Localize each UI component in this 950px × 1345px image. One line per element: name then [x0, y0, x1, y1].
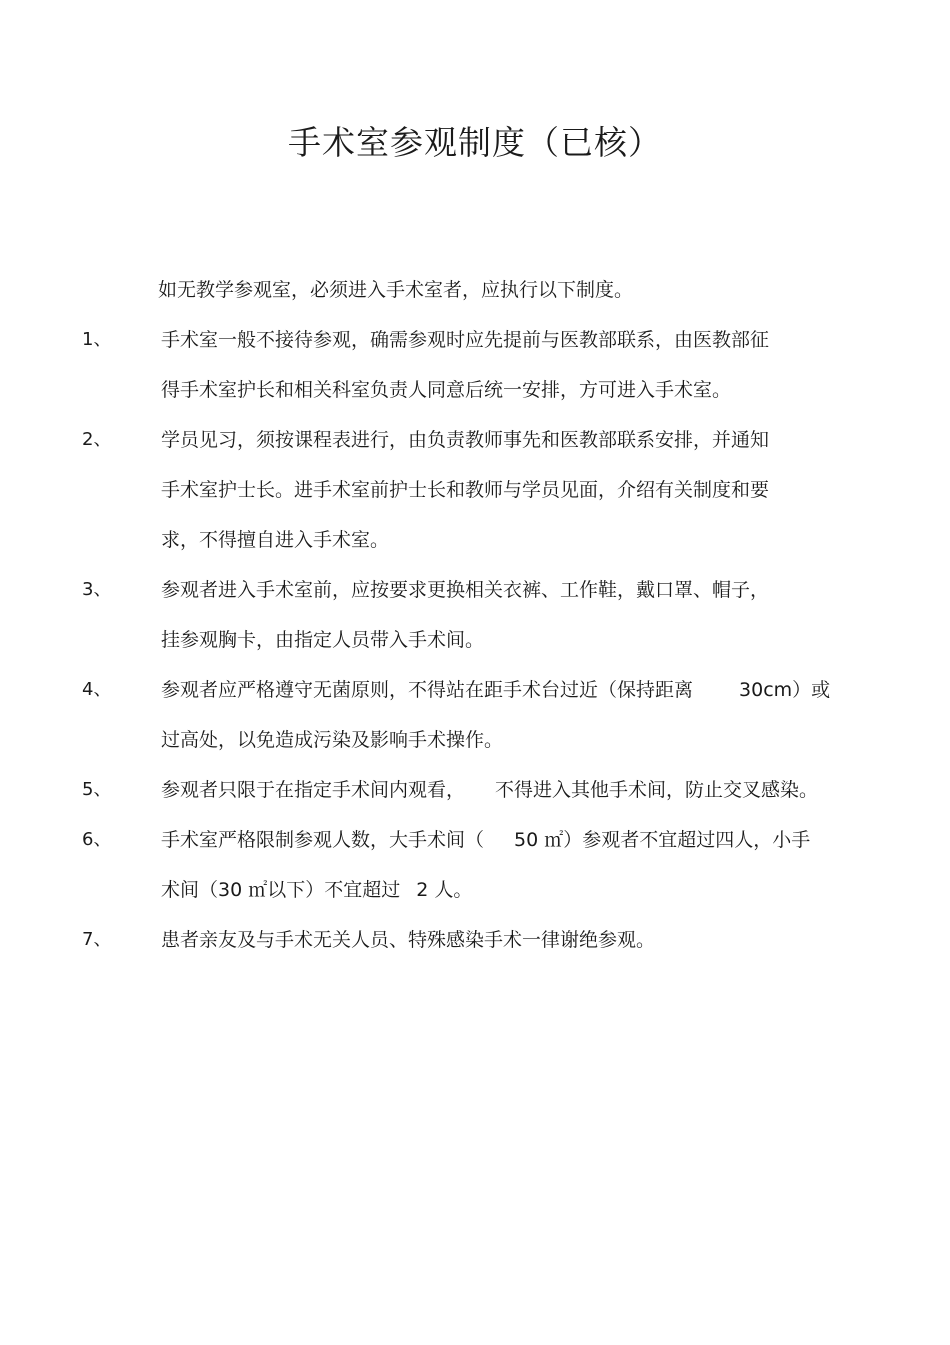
item-number: 2、: [82, 429, 112, 450]
item-number: 7、: [82, 929, 112, 950]
item-number: 6、: [82, 829, 112, 850]
item-text-line: [161, 675, 830, 705]
page-title: 手术室参观制度（已核）: [288, 123, 662, 162]
item-text-line: 学员见习，须按课程表进行，由负责教师事先和医教部联系安排，并通知: [161, 429, 770, 451]
item-text-line: 手术室护士长。进手术室前护士长和教师与学员见面，介绍有关制度和要: [161, 479, 770, 501]
item-text-line: 手术室一般不接待参观，确需参观时应先提前与医教部联系，由医教部征: [161, 329, 770, 351]
item-text-line: [161, 775, 818, 805]
item-text-line: 参观者进入手术室前，应按要求更换相关衣裤、工作鞋，戴口罩、帽子，: [161, 579, 770, 601]
item-text-segment: 参观者只限于在指定手术间内观看，: [161, 779, 466, 801]
item-text-segment: 30cm）或: [739, 679, 831, 701]
item-text-segment: 2 人。: [416, 879, 473, 901]
item-number: 3、: [82, 579, 112, 600]
item-text-segment: 参观者应严格遵守无菌原则，不得站在距手术台过近（保持距离: [161, 679, 694, 701]
item-text-line: [161, 875, 472, 905]
item-text-line: [161, 825, 810, 855]
item-number: 5、: [82, 779, 112, 800]
item-number: 4、: [82, 679, 112, 700]
item-text-line: 求，不得擅自进入手术室。: [161, 529, 390, 551]
item-text-line: 过高处，以免造成污染及影响手术操作。: [161, 729, 504, 751]
item-text-segment: 术间（30 ㎡以下）不宜超过: [161, 879, 401, 901]
item-number: 1、: [82, 329, 112, 350]
item-text-segment: 不得进入其他手术间，防止交叉感染。: [495, 779, 819, 801]
intro-paragraph: 如无教学参观室，必须进入手术室者，应执行以下制度。: [158, 279, 634, 301]
item-text-line: 挂参观胸卡，由指定人员带入手术间。: [161, 629, 485, 651]
item-text-segment: 50 ㎡）参观者不宜超过四人，小手: [514, 829, 811, 851]
item-text-segment: 手术室严格限制参观人数，大手术间（: [161, 829, 485, 851]
item-text-line: 得手术室护长和相关科室负责人同意后统一安排，方可进入手术室。: [161, 379, 732, 401]
item-text-line: 患者亲友及与手术无关人员、特殊感染手术一律谢绝参观。: [161, 929, 656, 951]
